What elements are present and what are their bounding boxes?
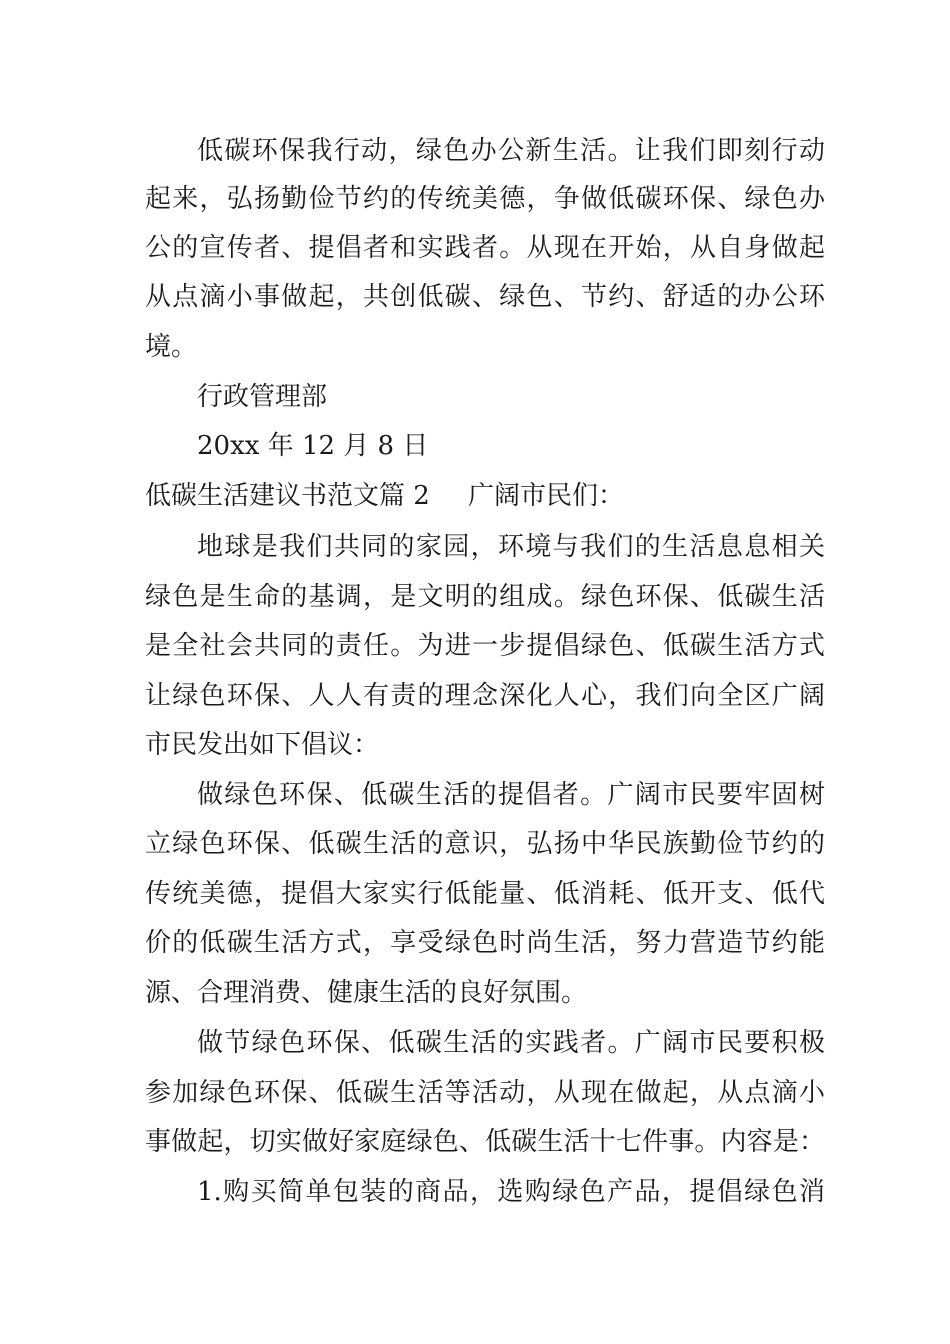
paragraph-1-line-3: 公的宣传者、提倡者和实践者。从现在开始，从自身做起 xyxy=(145,233,825,263)
paragraph-3-line-1: 做绿色环保、低碳生活的提倡者。广阔市民要牢固树 xyxy=(197,780,825,810)
paragraph-1-line-4: 从点滴小事做起，共创低碳、绿色、节约、舒适的办公环 xyxy=(145,282,825,312)
paragraph-2-line-1: 地球是我们共同的家园，环境与我们的生活息息相关 xyxy=(197,532,825,562)
salutation: 广阔市民们： xyxy=(468,481,625,511)
paragraph-4-line-1: 做节绿色环保、低碳生活的实践者。广阔市民要积极 xyxy=(197,1028,825,1058)
paragraph-1-line-1: 低碳环保我行动，绿色办公新生活。让我们即刻行动 xyxy=(197,136,825,166)
paragraph-3-line-3: 传统美德，提倡大家实行低能量、低消耗、低开支、低代 xyxy=(145,879,825,909)
paragraph-2-line-5: 市民发出如下倡议： xyxy=(145,730,380,760)
paragraph-3-line-5: 源、合理消费、健康生活的良好氛围。 xyxy=(145,978,588,1008)
paragraph-1-line-2: 起来，弘扬勤俭节约的传统美德，争做低碳环保、绿色办 xyxy=(145,184,825,214)
paragraph-1-line-5: 境。 xyxy=(145,332,198,362)
signature-department: 行政管理部 xyxy=(197,382,328,412)
paragraph-2-line-3: 是全社会共同的责任。为进一步提倡绿色、低碳生活方式 xyxy=(145,631,825,661)
paragraph-2-line-2: 绿色是生命的基调，是文明的组成。绿色环保、低碳生活 xyxy=(145,582,825,612)
section-heading: 低碳生活建议书范文篇 2 xyxy=(145,481,430,511)
paragraph-4-line-2: 参加绿色环保、低碳生活等活动，从现在做起，从点滴小 xyxy=(145,1078,825,1108)
paragraph-3-line-2: 立绿色环保、低碳生活的意识，弘扬中华民族勤俭节约的 xyxy=(145,829,825,859)
paragraph-4-line-3: 事做起，切实做好家庭绿色、低碳生活十七件事。内容是： xyxy=(145,1127,825,1157)
paragraph-2-line-4: 让绿色环保、人人有责的理念深化人心，我们向全区广阔 xyxy=(145,681,825,711)
signature-date: 20xx 年 12 月 8 日 xyxy=(197,431,429,461)
paragraph-3-line-4: 价的低碳生活方式，享受绿色时尚生活，努力营造节约能 xyxy=(145,928,825,958)
list-item-1: 1.购买简单包装的商品，选购绿色产品，提倡绿色消 xyxy=(197,1177,825,1207)
